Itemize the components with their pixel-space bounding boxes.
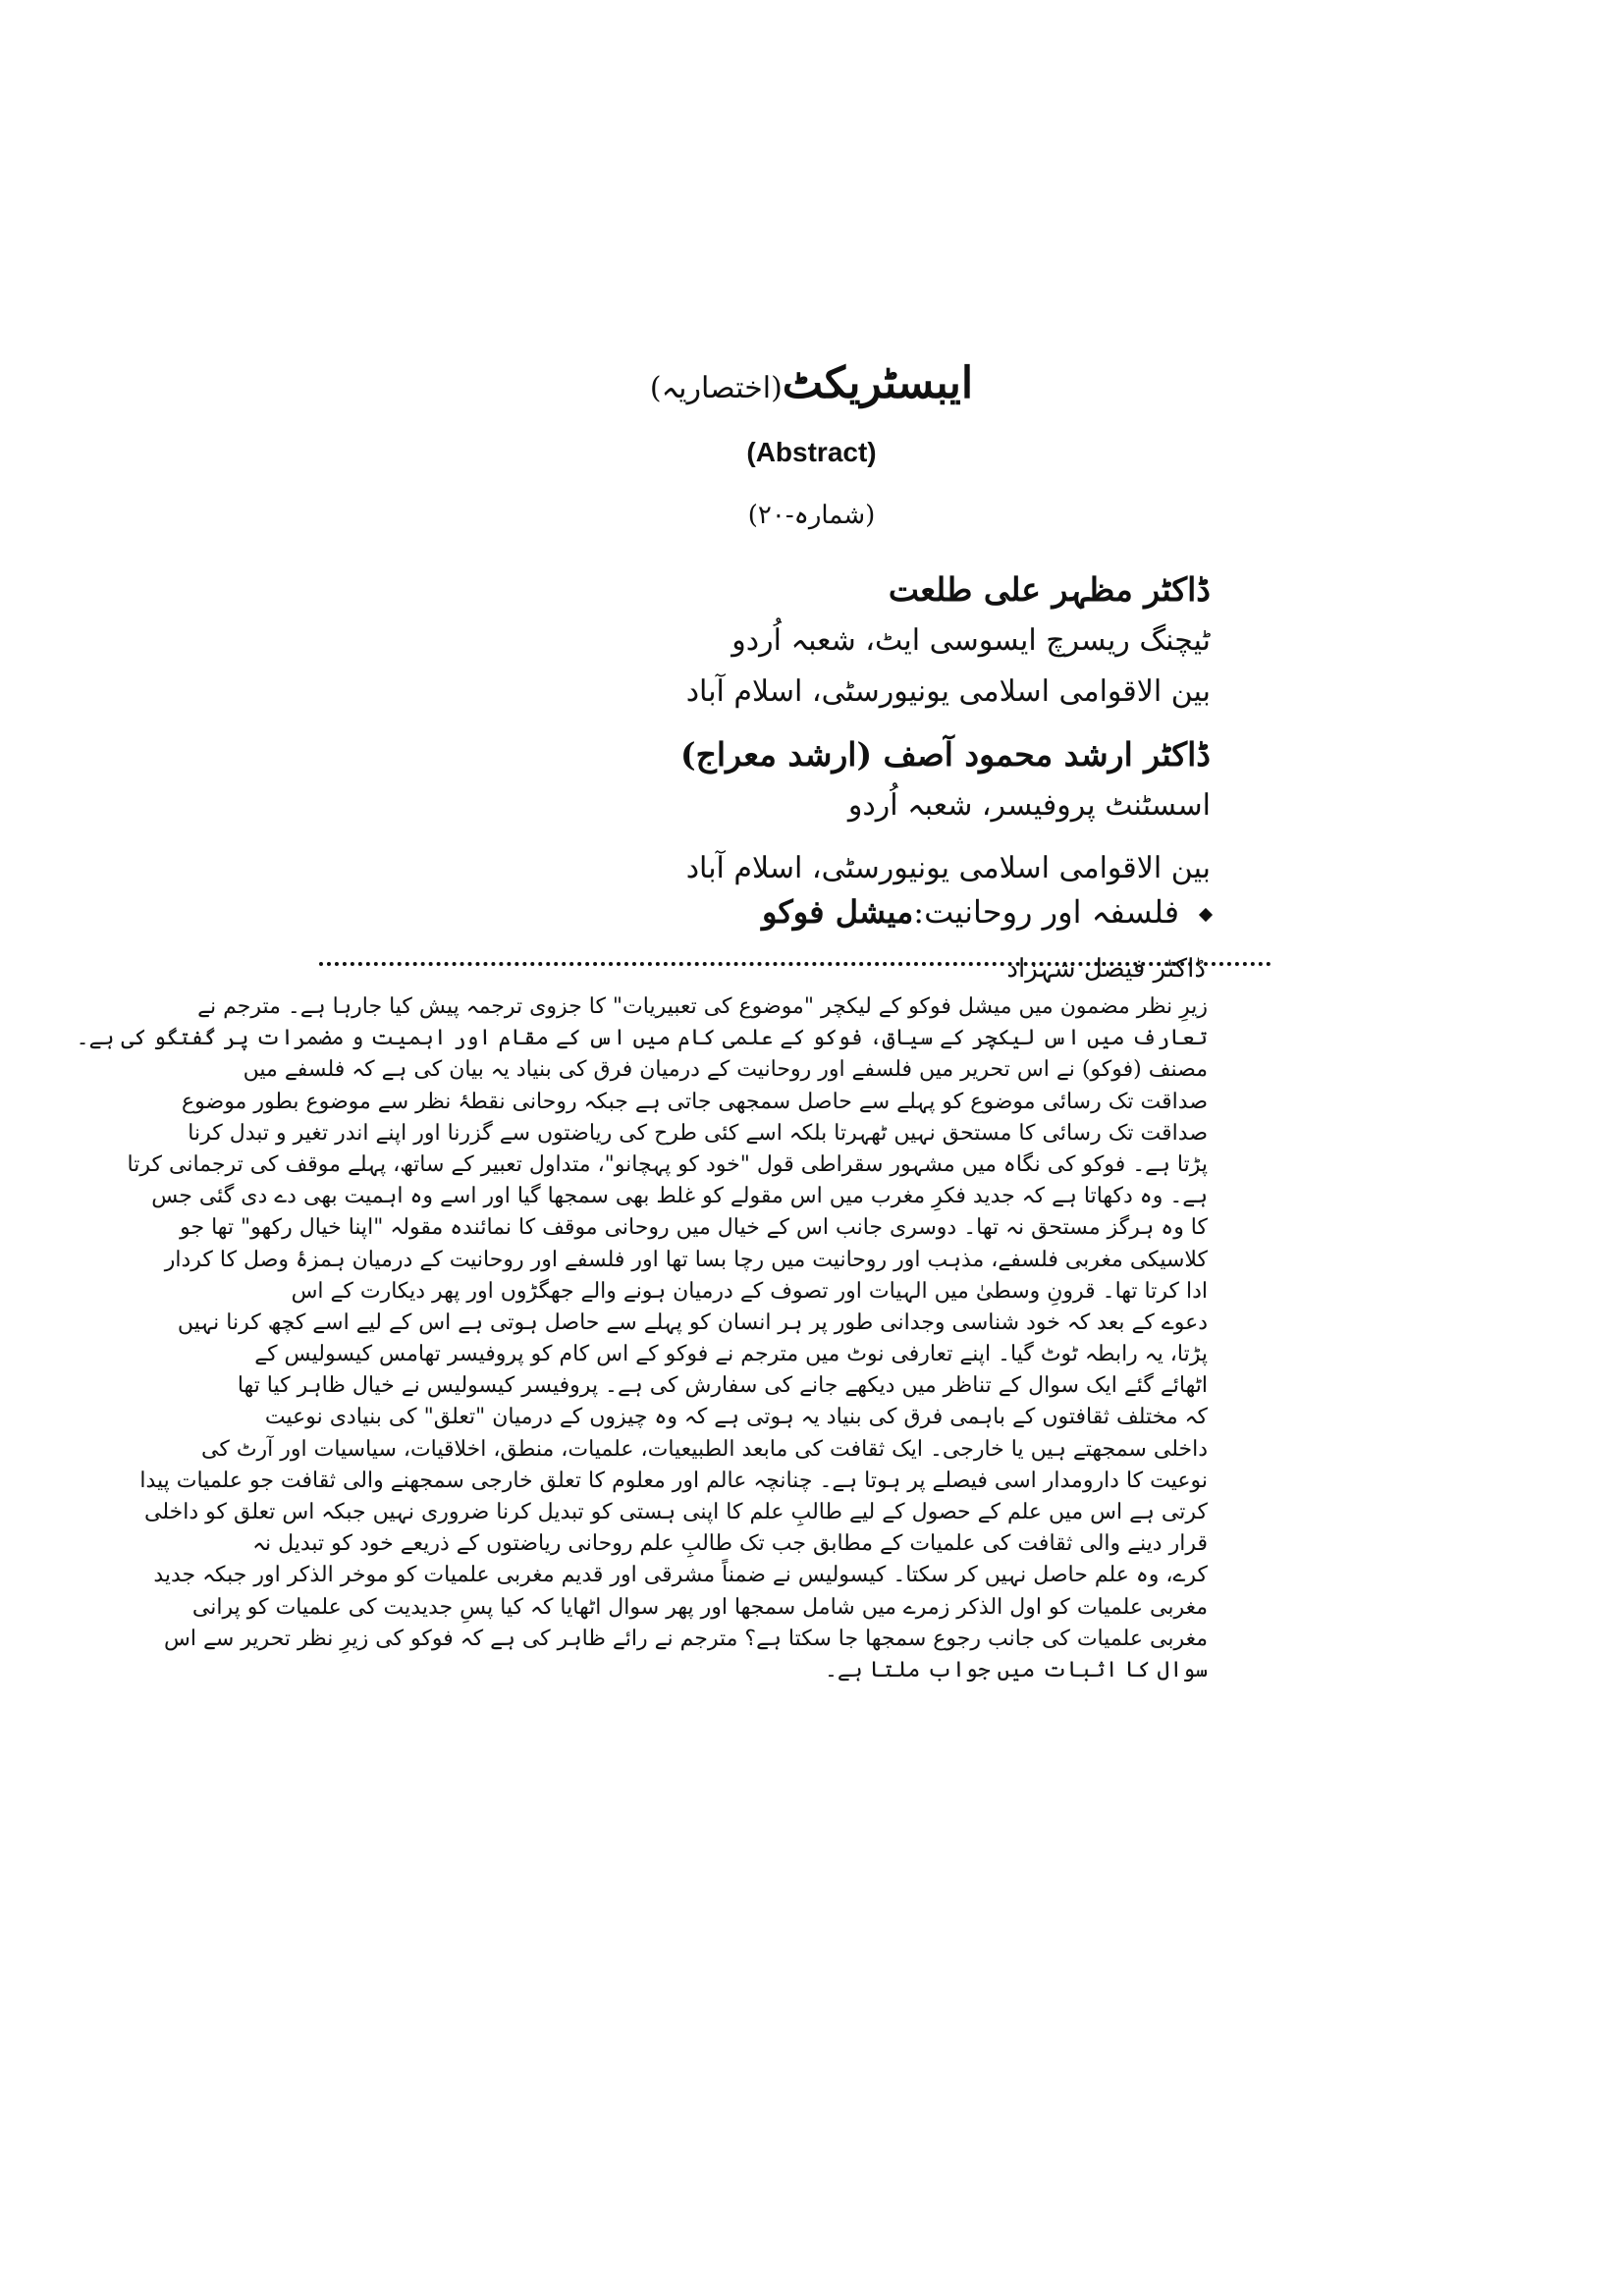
body-line: کلاسیکی مغربی فلسفے، مذہب اور روحانیت میں رچا بسا تھا اور فلسفے اور روحانیت کے درمیان ہمزۂ وصل کا کردار — [164, 1247, 1208, 1272]
topic-label: فلسفہ اور روحانیت: — [913, 893, 1179, 931]
author-affiliation: ٹیچنگ ریسرچ ایسوسی ایٹ، شعبہ اُردو — [731, 623, 1211, 658]
abstract-body — [76, 991, 1208, 1686]
body-line: داخلی سمجھتے ہیں یا خارجی۔ ایک ثقافت کی مابعد الطبیعیات، علمیات، منطق، اخلاقیات، سیاسیات اور آرٹ کی — [201, 1436, 1208, 1462]
abstract-title-paren: (اختصاریہ) — [649, 371, 783, 405]
body-line: اٹھائے گئے ایک سوال کے تناظر میں دیکھے جانے کی سفارش کی ہے۔ پروفیسر کیسولیس نے خیال ظاہر کیا تھا — [237, 1373, 1208, 1399]
abstract-title-urdu: ایبسٹریکٹ — [782, 358, 974, 408]
issue-number: (شمارہ-۲۰) — [747, 501, 876, 530]
diamond-bullet-icon — [1199, 907, 1213, 921]
body-line: مصنف (فوکو) نے اس تحریر میں فلسفے اور روحانیت کے درمیان فرق کی بنیاد یہ بیان کی ہے کہ فلسفے میں — [243, 1057, 1208, 1083]
body-line: نوعیت کا دارومدار اسی فیصلے پر ہوتا ہے۔ چنانچہ عالم اور معلوم کا تعلق خارجی سمجھنے والی ثقافت جو علمیات پیدا — [139, 1468, 1208, 1493]
body-line: تعارف میں اس لیکچر کے سیاق، فوکو کے علمی کام میں اس کے مقام اور اہمیت و مضمرات پر گفتگو کی ہے۔ — [76, 1026, 1208, 1051]
author-affiliation: بین الاقوامی اسلامی یونیورسٹی، اسلام آباد — [685, 674, 1211, 709]
abstract-title — [0, 358, 1623, 408]
body-line: مغربی علمیات کو اول الذکر زمرے میں شامل سمجھا اور پھر سوال اٹھایا کہ کیا پسِ جدیدیت کی علمیات کو پرانی — [191, 1594, 1208, 1620]
body-line: کہ مختلف ثقافتوں کے باہمی فرق کی بنیاد یہ ہوتی ہے کہ وہ چیزوں کے درمیان "تعلق" کی بنیادی نوعیت — [264, 1405, 1208, 1430]
body-line: ہے۔ وہ دکھاتا ہے کہ جدید فکرِ مغرب میں اس مقولے کو غلط بھی سمجھا گیا اور اسے وہ اہمیت بھی دے دی گئی جس — [151, 1184, 1208, 1209]
body-line: مغربی علمیات کی جانب رجوع سمجھا جا سکتا ہے؟ مترجم نے رائے ظاہر کی ہے کہ فوکو کی زیرِ نظر تحریر سے اس — [164, 1626, 1208, 1651]
body-line: زیرِ نظر مضمون میں میشل فوکو کے لیکچر "موضوع کی تعبیریات" کا جزوی ترجمہ پیش کیا جارہا ہے۔ مترجم نے — [197, 994, 1208, 1019]
body-line: کرتی ہے اس میں علم کے حصول کے لیے طالبِ علم کا اپنی ہستی کو تبدیل کرنا ضروری نہیں جبکہ اس تعلق کو داخلی — [144, 1500, 1208, 1524]
topic-name: میشل فوکو — [761, 893, 914, 931]
body-line: ادا کرتا تھا۔ قرونِ وسطیٰ میں الہیات اور تصوف کے درمیان ہونے والے جھگڑوں اور پھر دیکارت کے اس — [291, 1278, 1208, 1304]
body-line: پڑتا ہے۔ فوکو کی نگاہ میں مشہور سقراطی قول "خود کو پہچانو"، متداول تعبیر کے ساتھ، پہلے موقف کی ترجمانی کرتا — [127, 1151, 1208, 1177]
body-line: دعوے کے بعد کہ خود شناسی وجدانی طور پر ہر انسان کو پہلے سے حاصل ہوتی ہے اس کے لیے اسے کچھ کرنا نہیں — [177, 1309, 1208, 1335]
body-line: صداقت تک رسائی موضوع کو پہلے سے حاصل سمجھی جاتی ہے جبکہ روحانی نقطۂ نظر سے موضوع بطور موضوع — [182, 1089, 1208, 1114]
abstract-title-english: (Abstract) — [746, 437, 877, 467]
topic-heading — [762, 893, 1211, 931]
body-line: سوال کا اثبات میں جواب ملتا ہے۔ — [824, 1657, 1208, 1682]
author-block — [327, 564, 1211, 894]
author-name: ڈاکٹر مظہر علی طلعت — [888, 570, 1211, 609]
body-line: صداقت تک رسائی کا مستحق نہیں ٹھہرتا بلکہ اسے کئی طرح کی ریاضتوں سے گزرنا اور اپنے اندر تغیر و تبدل کرنا — [188, 1120, 1208, 1146]
body-line: کا وہ ہرگز مستحق نہ تھا۔ دوسری جانب اس کے خیال میں روحانی موقف کا نمائندہ مقولہ "اپنا خیال رکھو" تھا جو — [180, 1215, 1208, 1241]
translator-name: ڈاکٹر فیصل شہزاد — [1006, 954, 1206, 984]
body-line: قرار دینے والی ثقافت کی علمیات کے مطابق جب تک طالبِ علم روحانی ریاضتوں کے ذریعے خود کو تبدیل نہ — [252, 1531, 1208, 1557]
author-name: ڈاکٹر ارشد محمود آصف (ارشد معراج) — [680, 735, 1211, 774]
author-affiliation: اسسٹنٹ پروفیسر، شعبہ اُردو — [847, 788, 1211, 823]
body-line: کرے، وہ علم حاصل نہیں کر سکتا۔ کیسولیس نے ضمناً مشرقی اور قدیم مغربی علمیات کو موخر الذکر اور جبکہ جدید — [153, 1563, 1208, 1588]
author-affiliation: بین الاقوامی اسلامی یونیورسٹی، اسلام آباد — [685, 851, 1211, 885]
body-line: پڑتا، یہ رابطہ ٹوٹ گیا۔ اپنے تعارفی نوٹ میں مترجم نے فوکو کے اس کام کو پروفیسر تھامس کیسولیس کے — [254, 1342, 1208, 1367]
